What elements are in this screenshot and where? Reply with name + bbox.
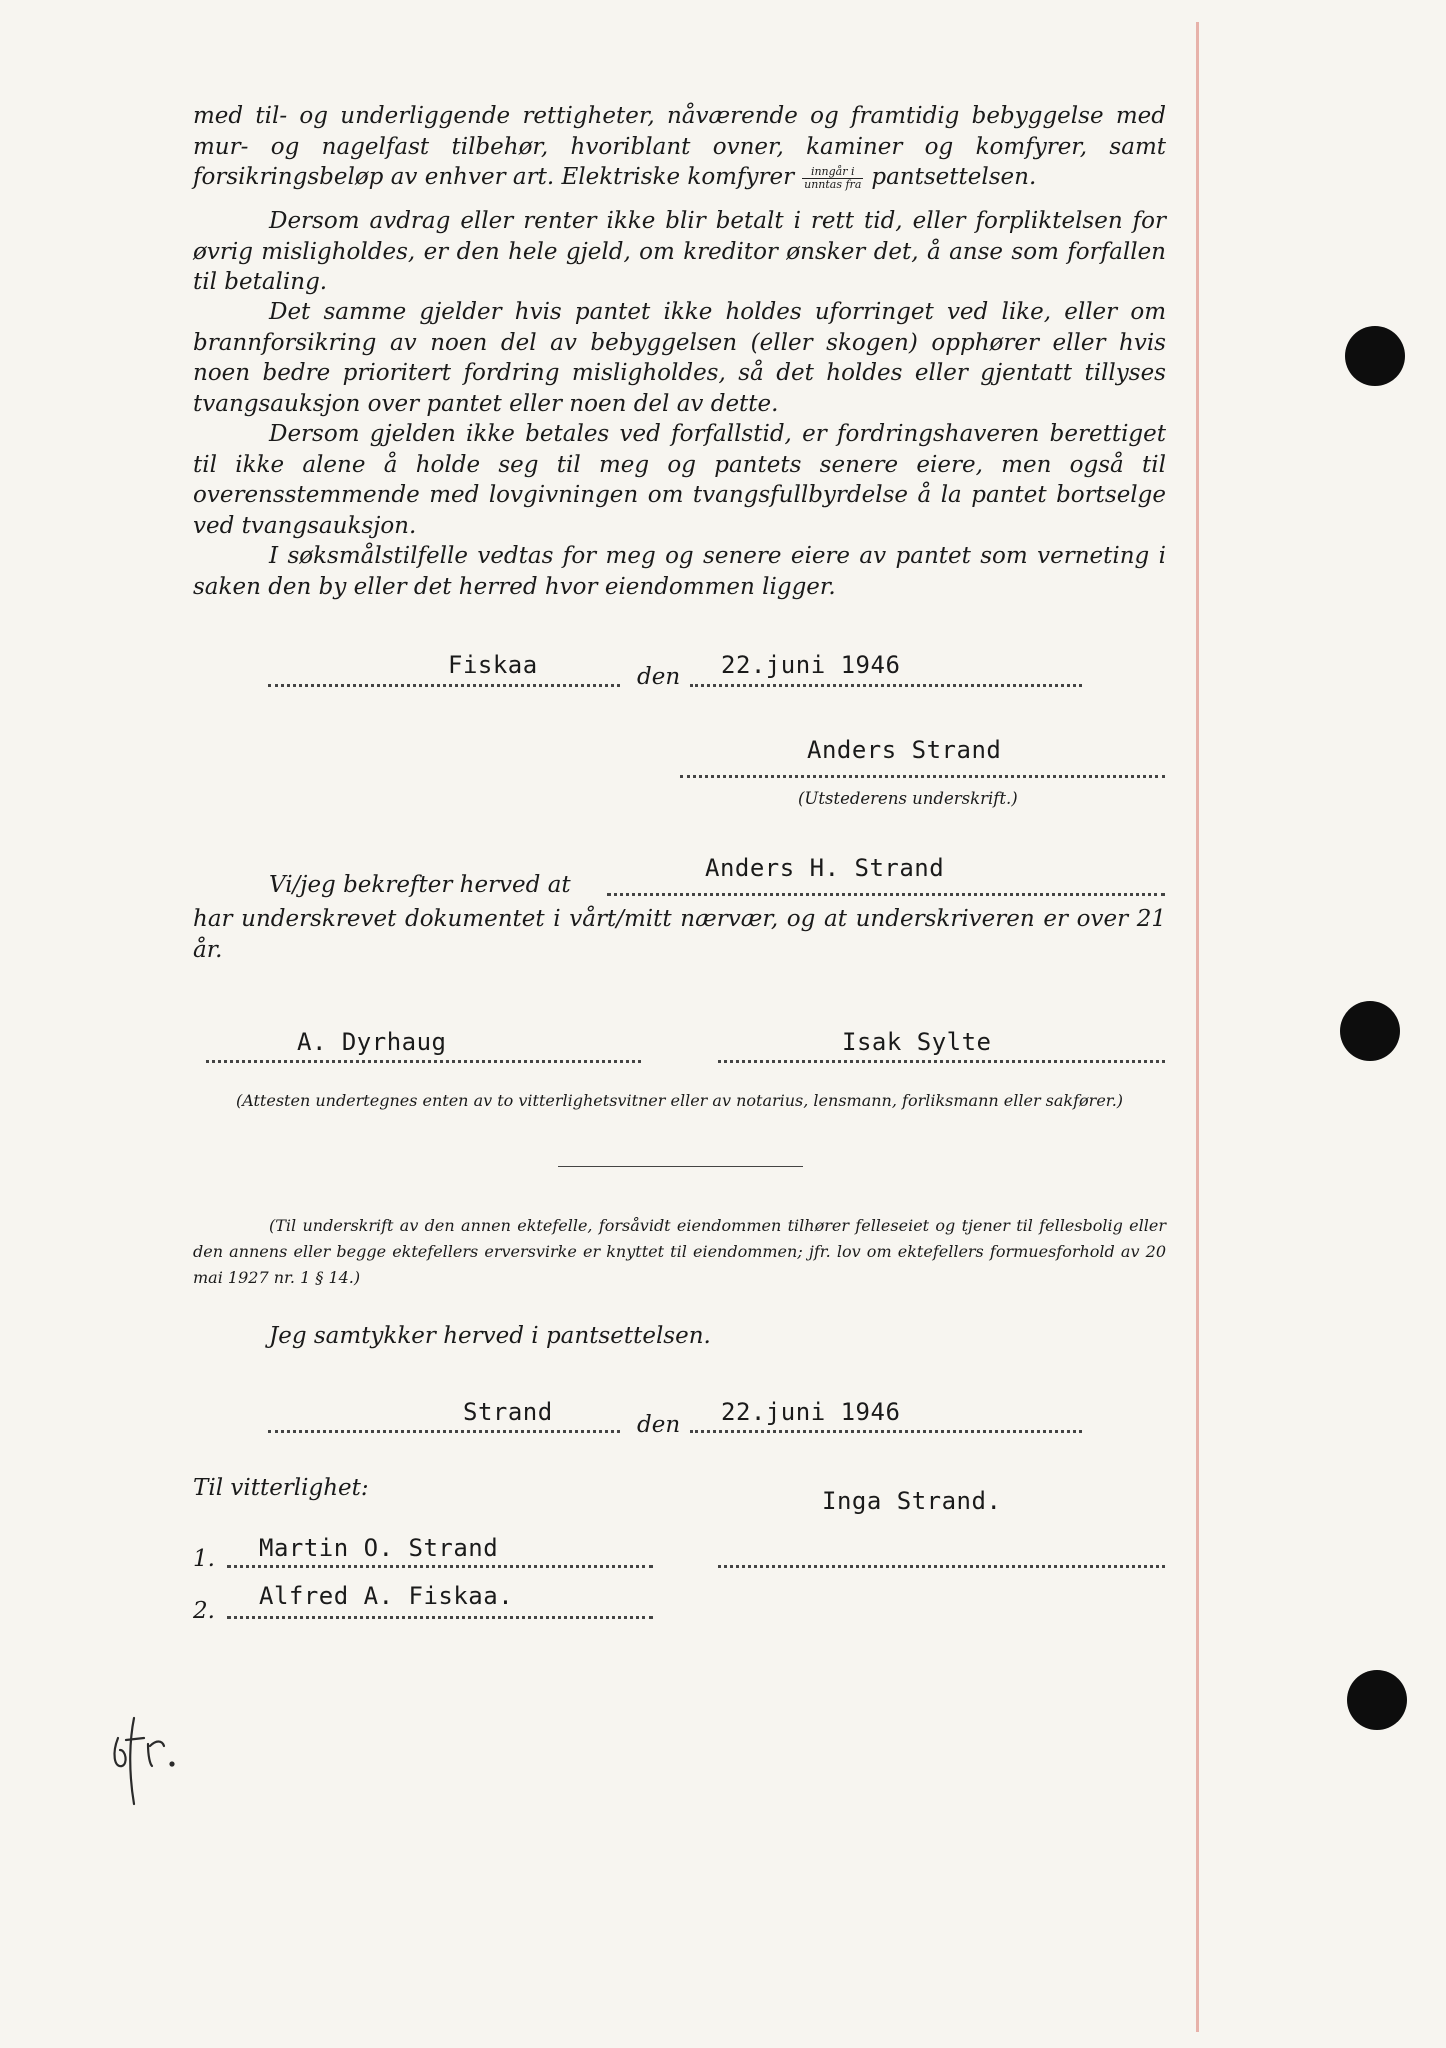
paragraph-default: Dersom avdrag eller renter ikke blir betalt i rett tid, eller forpliktelsen for øvrig misligholdes, er den hele gjeld, om kreditor ønsker det, å anse som forfallen til betaling. bbox=[193, 208, 1166, 295]
witness-line bbox=[227, 1616, 653, 1619]
witness-signature: A. Dyrhaug bbox=[297, 1028, 447, 1056]
attestation-note: (Attesten undertegnes enten av to vitterlighetsvitner eller av notarius, lensmann, forliksmann eller sakfører.) bbox=[235, 1091, 1124, 1110]
spouse-signature: Inga Strand. bbox=[822, 1487, 1002, 1515]
place-line bbox=[268, 684, 620, 687]
paragraph-maintenance: Det samme gjelder hvis pantet ikke holdes uforringet ved like, eller om brannforsikring av noen del av bebyggelsen (eller skogen) opphører eller hvis noen bedre prioritert fordring misligholdes, så det holdes eller gjentatt tillyses tvangsauksjon over pantet eller noen del av dette. bbox=[193, 299, 1166, 417]
den-label: den bbox=[637, 1412, 681, 1438]
witness-signature: Isak Sylte bbox=[842, 1028, 992, 1056]
issuer-caption: (Utstederens underskrift.) bbox=[798, 789, 1018, 808]
punch-hole bbox=[1340, 1001, 1400, 1061]
spouse-date: 22.juni 1946 bbox=[721, 1398, 901, 1426]
punch-hole bbox=[1345, 326, 1405, 386]
attestation-intro: Vi/jeg bekrefter herved at bbox=[269, 872, 571, 898]
place-line bbox=[268, 1430, 620, 1433]
spouse-witness-signature: Alfred A. Fiskaa. bbox=[259, 1582, 514, 1610]
date-line bbox=[690, 1430, 1082, 1433]
attested-name: Anders H. Strand bbox=[705, 854, 945, 882]
den-label: den bbox=[637, 664, 681, 690]
spouse-place: Strand bbox=[463, 1398, 553, 1426]
witness-line bbox=[718, 1060, 1165, 1063]
witness-number: 2. bbox=[193, 1598, 215, 1624]
spouse-note: (Til underskrift av den annen ektefelle, forsåvidt eiendommen tilhører felleseiet og tjener til fellesbolig eller den annens eller begge ektefellers erversvirke er knyttet til eiendommen; jfr. lov om ektefellers formuesforhold av 20 mai 1927 nr. 1 § 14.) bbox=[193, 1216, 1166, 1287]
paragraph-forced-sale: Dersom gjelden ikke betales ved forfallstid, er fordringshaveren berettiget til ikke alene å holde seg til meg og pantets senere eiere, men også til overensstemmende med lovgivningen om tvangsfullbyrdelse å la pantet bortselge ved tvangsauksjon. bbox=[193, 421, 1166, 539]
consent-text: Jeg samtykker herved i pantsettelsen. bbox=[269, 1323, 711, 1349]
attestation-text: har underskrevet dokumentet i vårt/mitt nærvær, og at underskriveren er over 21 år. bbox=[193, 906, 1166, 963]
witness-label: Til vitterlighet: bbox=[193, 1475, 369, 1501]
paragraph-venue: I søksmålstilfelle vedtas for meg og senere eiere av pantet som verneting i saken den by eller det herred hvor eiendommen ligger. bbox=[193, 543, 1166, 600]
attested-name-line bbox=[607, 893, 1165, 896]
spouse-signature-line bbox=[718, 1565, 1165, 1568]
date-line bbox=[690, 684, 1082, 687]
red-margin-rule bbox=[1196, 22, 1199, 2032]
separator-rule bbox=[558, 1166, 803, 1167]
spouse-witness-signature: Martin O. Strand bbox=[259, 1534, 499, 1562]
issuer-signature-line bbox=[680, 775, 1165, 778]
witness-number: 1. bbox=[193, 1546, 215, 1572]
handwritten-initials-mark bbox=[104, 1708, 194, 1808]
witness-line bbox=[227, 1565, 653, 1568]
witness-line bbox=[206, 1060, 641, 1063]
issuance-date: 22.juni 1946 bbox=[721, 651, 901, 679]
fraction-choice: $\frac{\text{inngår i}}{\text{unntas fra}}$ bbox=[804, 164, 862, 191]
paragraph-rights: med til- og underliggende rettigheter, nåværende og framtidig bebyggelse med mur- og nagelfast tilbehør, hvoriblant ovner, kaminer og komfyrer, samt forsikringsbeløp av enhver art. Elektriske komfyrer $\frac{\text{inngår i}}{\text{unntas fra}}$ pantsettelsen. bbox=[193, 103, 1166, 191]
issuance-place: Fiskaa bbox=[448, 651, 538, 679]
issuer-signature: Anders Strand bbox=[807, 736, 1002, 764]
punch-hole bbox=[1347, 1670, 1407, 1730]
